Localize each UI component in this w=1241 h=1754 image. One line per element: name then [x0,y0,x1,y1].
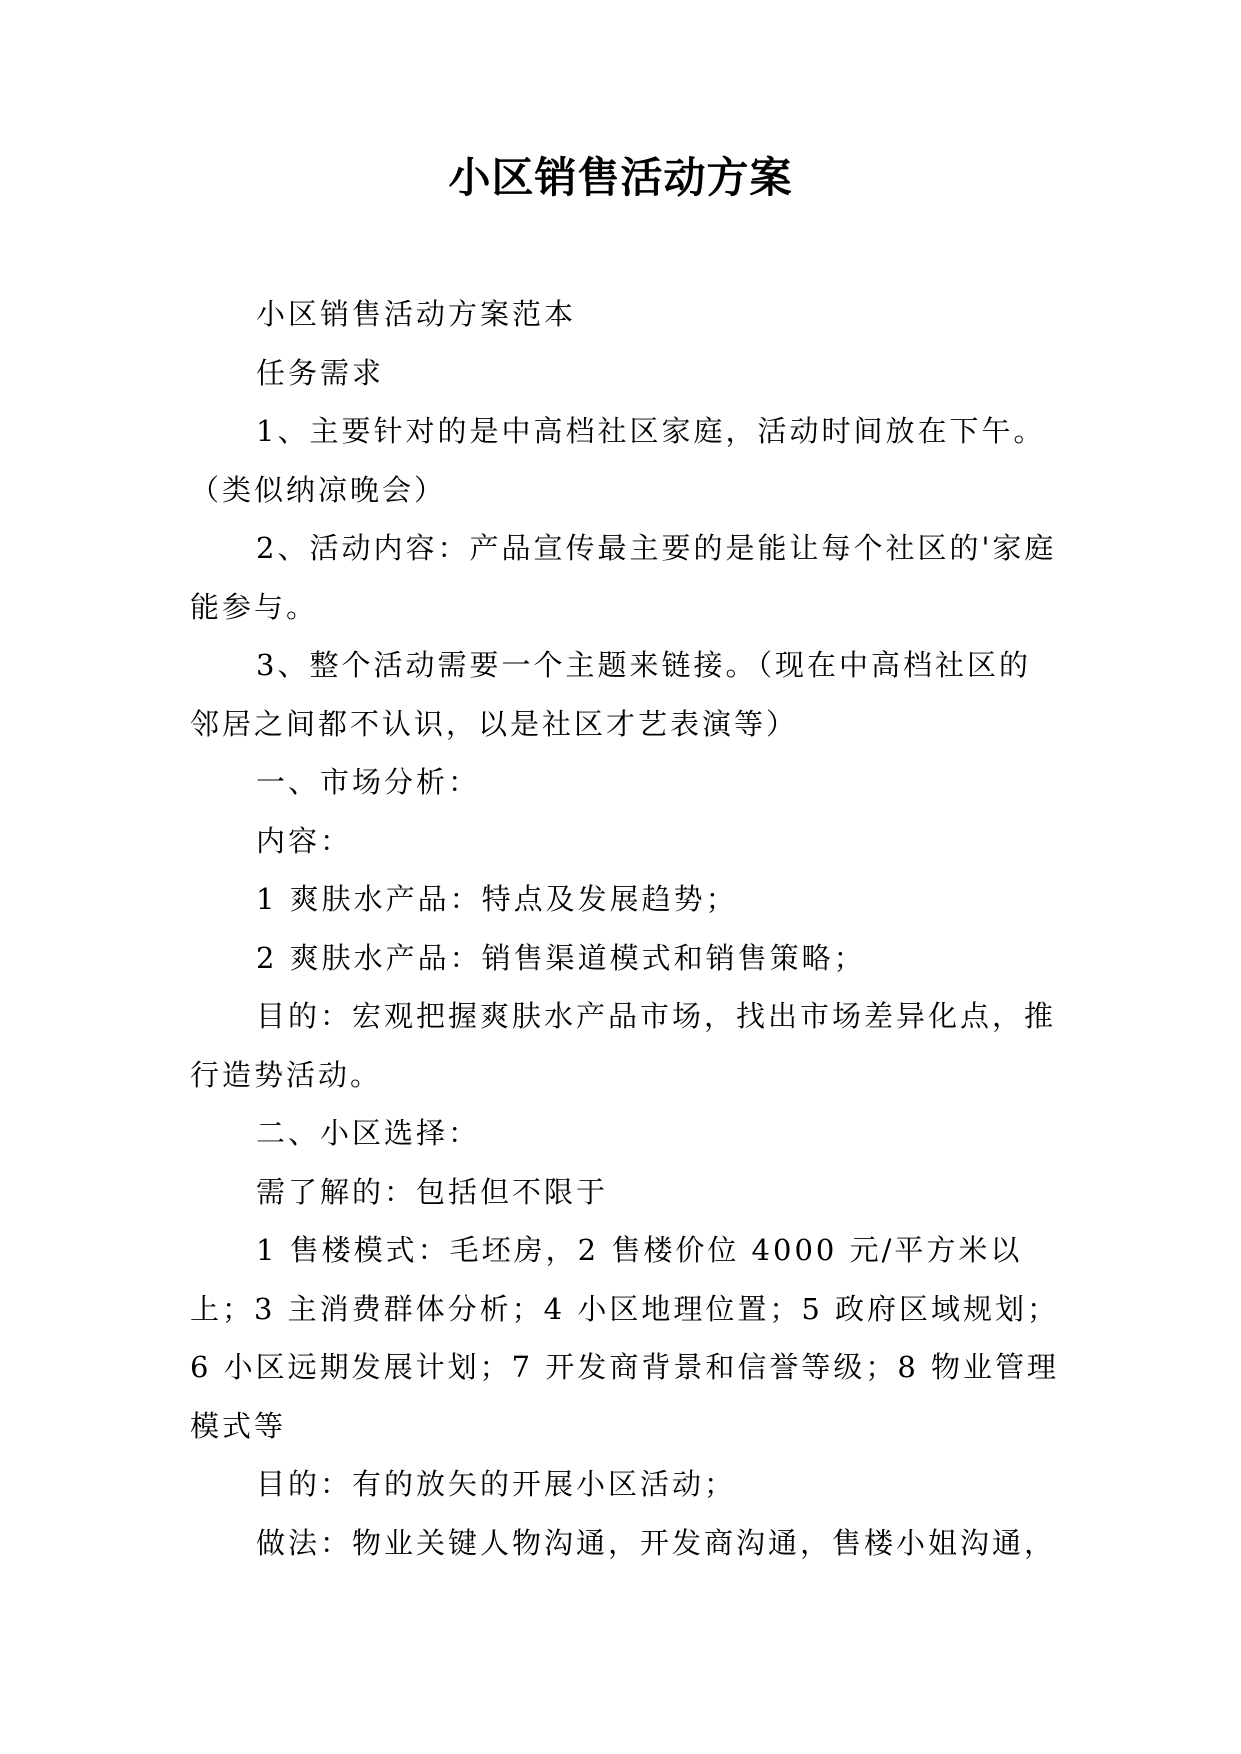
paragraph-community-purpose: 目的：有的放矢的开展小区活动； [256,1467,737,1501]
document-title: 小区销售活动方案 [448,153,793,202]
paragraph-task-requirements: 任务需求 [256,355,385,390]
document-body [190,285,1060,1572]
paragraph-community-criteria: 1 售楼模式：毛坯房，2 售楼价位 4000 元/平方米以上；3 主消费群体分析；4 小区地理位置；5 政府区域规划；6 小区远期发展计划；7 开发商背景和信誉等级；8 物业管理模式等 [190,1233,1060,1443]
paragraph-requirement-2: 2、活动内容：产品宣传最主要的是能让每个社区的'家庭能参与。 [190,531,1057,624]
section-heading-community-selection: 二、小区选择： [256,1116,481,1150]
paragraph-requirement-1: 1、主要针对的是中高档社区家庭，活动时间放在下午。（类似纳凉晚会） [190,414,1046,507]
paragraph-template-title: 小区销售活动方案范本 [256,297,577,331]
paragraph-requirement-3: 3、整个活动需要一个主题来链接。（现在中高档社区的邻居之间都不认识，以是社区才艺表演等） [190,648,1031,741]
paragraph-content-item-2: 2 爽肤水产品：销售渠道模式和销售策略； [256,940,866,975]
paragraph-content-label: 内容： [256,823,353,858]
section-heading-market-analysis: 一、市场分析： [256,765,481,799]
paragraph-need-to-know: 需了解的：包括但不限于 [256,1174,609,1209]
paragraph-content-item-1: 1 爽肤水产品：特点及发展趋势； [256,882,738,916]
paragraph-community-method: 做法：物业关键人物沟通，开发商沟通，售楼小姐沟通， [256,1525,1057,1560]
paragraph-market-purpose: 目的：宏观把握爽肤水产品市场，找出市场差异化点，推行造势活动。 [190,999,1057,1092]
